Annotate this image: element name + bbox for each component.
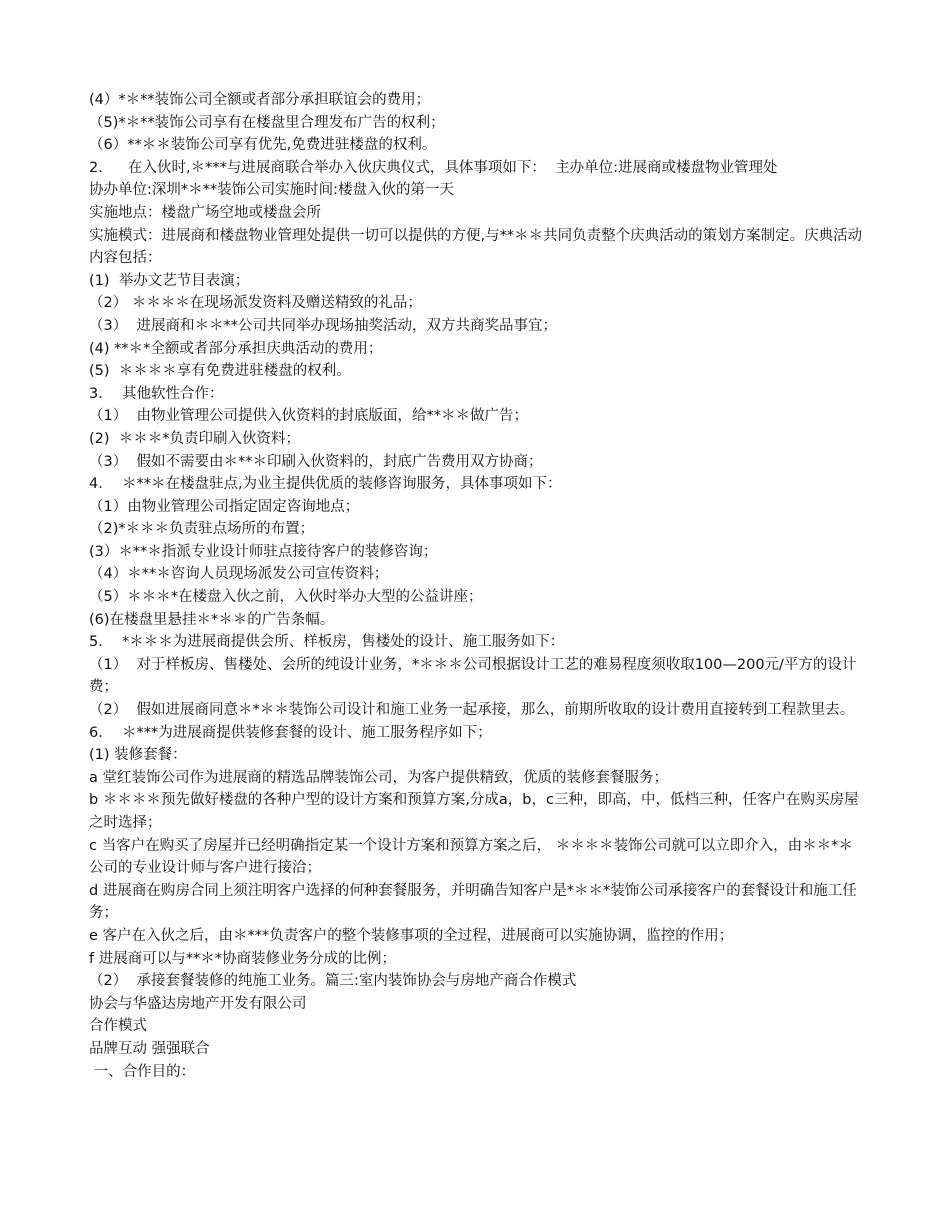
text-line: 协会与华盛达房地产开发有限公司: [89, 995, 307, 1012]
text-line: (2) ＊＊＊*负责印刷入伙资料；: [89, 430, 301, 447]
item-text: 在入伙时,＊***与进展商联合举办入伙庆典仪式，具体事项如下： 主办单位:进展商或楼盘物业管理处: [128, 159, 778, 176]
text-line: （2)*＊＊＊负责驻点场所的布置；: [89, 521, 315, 538]
text-line: 6． ＊***为进展商提供装修套餐的设计、施工服务程序如下；: [89, 724, 492, 741]
numbered-item-2: [89, 157, 867, 180]
text-line: (6)在楼盘里悬挂＊*＊＊的广告条幅。: [89, 611, 335, 628]
item-number: 2．: [89, 159, 113, 176]
text-line: （1）由物业管理公司指定固定咨询地点；: [89, 498, 360, 515]
text-line: （2） 假如进展商同意＊*＊＊装饰公司设计和施工业务一起承接，那么，前期所收取的设计费用直接转到工程款里去。: [89, 702, 855, 719]
text-line: 实施地点：楼盘广场空地或楼盘会所: [89, 204, 321, 221]
text-line: 3． 其他软性合作：: [89, 385, 224, 402]
text-line: （5)*＊**装饰公司享有在楼盘里合理发布广告的权利；: [89, 114, 445, 131]
text-line: (4) **＊*全额或者部分承担庆典活动的费用；: [89, 340, 383, 357]
text-line: a 堂红装饰公司作为进展商的精选品牌装饰公司，为客户提供精致，优质的装修套餐服务；: [89, 769, 668, 786]
text-line: 4． ＊**＊在楼盘驻点,为业主提供优质的装修咨询服务，具体事项如下：: [89, 476, 562, 493]
text-line: c 当客户在购买了房屋并已经明确指定某一个设计方案和预算方案之后， ＊＊＊＊装饰公司就可以立即介入，由＊＊*＊公司的专业设计师与客户进行接洽；: [89, 837, 853, 877]
text-line: (1) 举办文艺节目表演；: [89, 272, 250, 289]
text-line: （2） ＊＊＊＊在现场派发资料及赠送精致的礼品；: [89, 295, 422, 312]
document-page: [89, 89, 867, 1083]
text-line: （4）＊**＊咨询人员现场派发公司宣传资料；: [89, 566, 389, 583]
text-line: f 进展商可以与**＊*协商装修业务分成的比例；: [89, 950, 396, 967]
text-line: (3）＊**＊指派专业设计师驻点接待客户的装修咨询；: [89, 543, 438, 560]
text-line: 合作模式: [89, 1018, 147, 1035]
text-line: 一、合作目的：: [89, 1063, 196, 1080]
text-line: (4）*＊**装饰公司全额或者部分承担联谊会的费用；: [89, 92, 431, 108]
text-line: 5． *＊＊＊为进展商提供会所、样板房，售楼处的设计、施工服务如下：: [89, 634, 565, 651]
text-line: 品牌互动 强强联合: [89, 1040, 210, 1057]
text-line: (1) 装修套餐：: [89, 747, 187, 764]
text-line: 协办单位:深圳*＊**装饰公司实施时间:楼盘入伙的第一天: [89, 182, 455, 199]
text-line: (5) ＊＊＊＊享有免费进驻楼盘的权利。: [89, 363, 351, 380]
text-line: （1） 由物业管理公司提供入伙资料的封底版面，给**＊＊做广告；: [89, 408, 528, 425]
text-line: （5）＊＊＊*在楼盘入伙之前，入伙时举办大型的公益讲座；: [89, 589, 483, 606]
text-line: b ＊＊＊＊预先做好楼盘的各种户型的设计方案和预算方案,分成a，b，c三种，即高，中，低档三种，任客户在购买房屋之时选择；: [89, 792, 859, 831]
text-line: （1） 对于样板房、售楼处、会所的纯设计业务，*＊＊＊公司根据设计工艺的难易程度须收取100—200元/平方的设计费；: [89, 656, 857, 696]
text-line: 实施模式：进展商和楼盘物业管理处提供一切可以提供的方便,与**＊＊共同负责整个庆典活动的策划方案制定。庆典活动内容包括：: [89, 227, 863, 267]
text-line: （6）**＊＊装饰公司享有优先,免费进驻楼盘的权利。: [89, 137, 437, 154]
text-line: （3） 进展商和＊＊**公司共同举办现场抽奖活动，双方共商奖品事宜；: [89, 317, 557, 334]
text-line: （2） 承接套餐装修的纯施工业务。篇三:室内装饰协会与房地产商合作模式: [89, 973, 577, 990]
text-line: （3） 假如不需要由＊**＊印刷入伙资料的，封底广告费用双方协商；: [89, 453, 543, 470]
text-line: d 进展商在购房合同上须注明客户选择的何种套餐服务，并明确告知客户是*＊＊*装饰公司承接客户的套餐设计和施工任务；: [89, 882, 857, 922]
text-line: e 客户在入伙之后，由＊***负责客户的整个装修事项的全过程，进展商可以实施协调，监控的作用；: [89, 927, 734, 944]
